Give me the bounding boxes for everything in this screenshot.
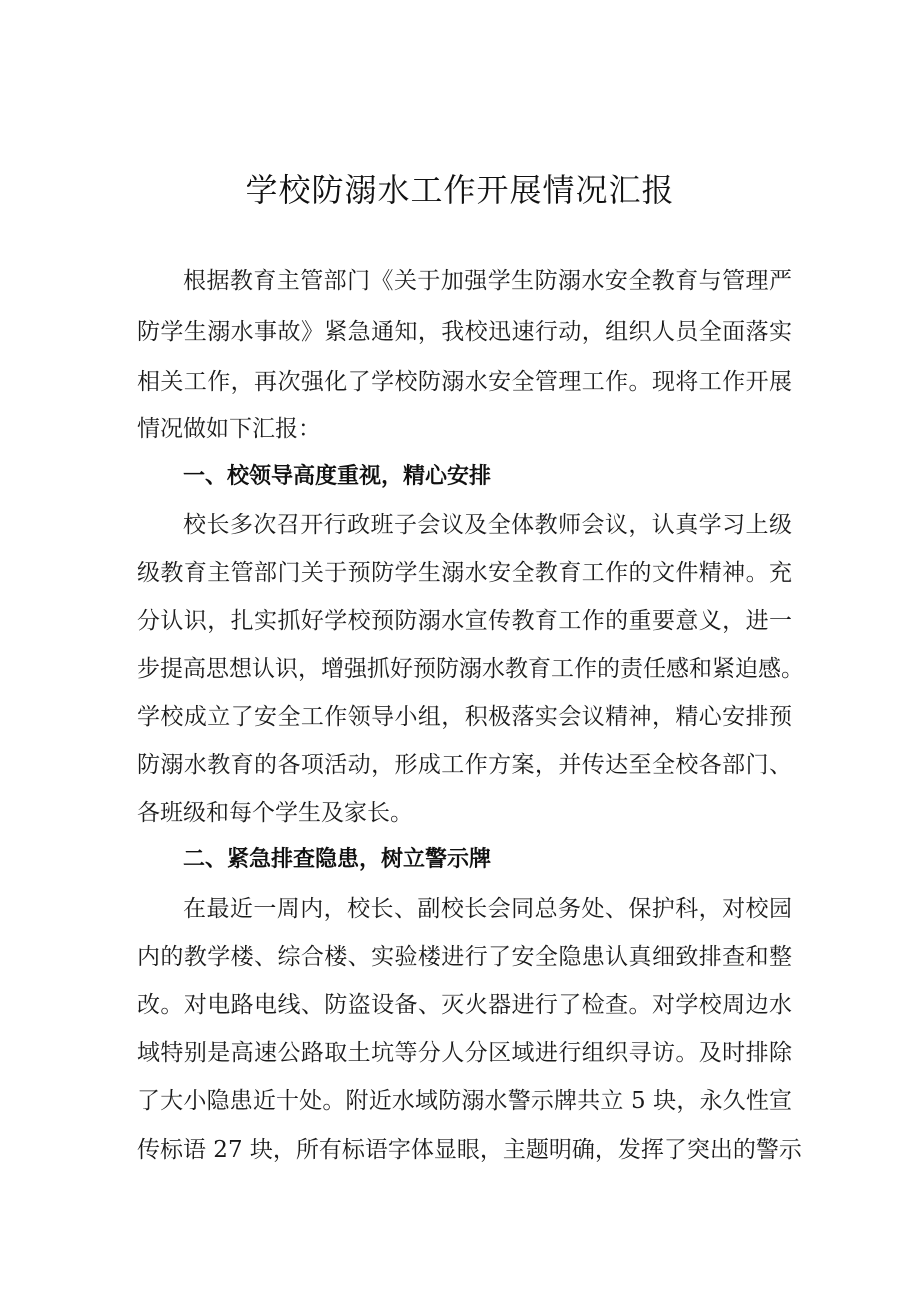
body-line: 各班级和每个学生及家长。 xyxy=(137,800,413,826)
body-line: 改。对电路电线、防盗设备、灭火器进行了检查。对学校周边水 xyxy=(137,992,792,1018)
body-line: 防学生溺水事故》紧急通知，我校迅速行动，组织人员全面落实 xyxy=(137,319,792,345)
body-line: 分认识，扎实抓好学校预防溺水宣传教育工作的重要意义，进一 xyxy=(137,608,792,634)
body-line: 情况做如下汇报： xyxy=(137,416,321,442)
body-line: 在最近一周内，校长、副校长会同总务处、保护科，对校园 xyxy=(183,896,792,922)
body-line: 校长多次召开行政班子会议及全体教师会议，认真学习上级 xyxy=(183,512,792,538)
document-title: 学校防溺水工作开展情况汇报 xyxy=(245,171,675,209)
body-line: 域特别是高速公路取土坑等分人分区域进行组织寻访。及时排除 xyxy=(137,1040,792,1066)
section-heading: 一、校领导高度重视，精心安排 xyxy=(183,464,492,489)
section-heading: 二、紧急排查隐患，树立警示牌 xyxy=(183,847,492,872)
body-line: 根据教育主管部门《关于加强学生防溺水安全教育与管理严 xyxy=(183,268,792,294)
body-line: 防溺水教育的各项活动，形成工作方案，并传达至全校各部门、 xyxy=(137,752,792,778)
body-line: 级教育主管部门关于预防学生溺水安全教育工作的文件精神。充 xyxy=(137,560,792,586)
body-line: 传标语 27 块，所有标语字体显眼，主题明确，发挥了突出的警示 xyxy=(137,1137,802,1163)
body-line: 步提高思想认识，增强抓好预防溺水教育工作的责任感和紧迫感。 xyxy=(137,656,804,682)
body-line: 了大小隐患近十处。附近水域防溺水警示牌共立 5 块，永久性宣 xyxy=(137,1088,792,1114)
body-line: 学校成立了安全工作领导小组，积极落实会议精神，精心安排预 xyxy=(137,704,792,730)
body-line: 内的教学楼、综合楼、实验楼进行了安全隐患认真细致排查和整 xyxy=(137,944,792,970)
body-line: 相关工作，再次强化了学校防溺水安全管理工作。现将工作开展 xyxy=(137,369,792,395)
